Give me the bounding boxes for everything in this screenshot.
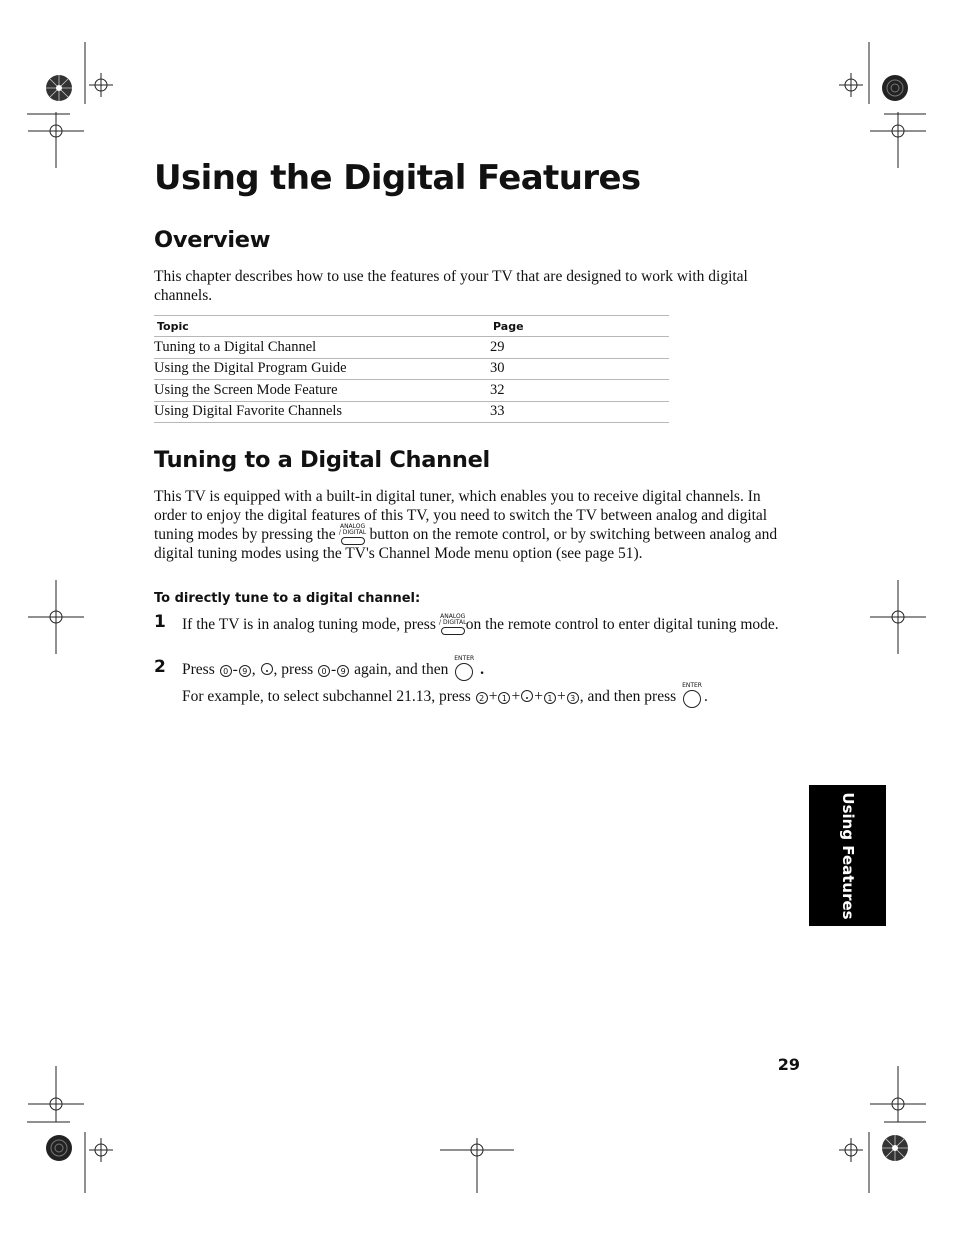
analog-digital-button-icon: [338, 523, 367, 544]
page-column-header: Page: [490, 316, 669, 337]
crosshair-mark-bottom-left: [89, 1138, 113, 1162]
direct-tune-subheading: To directly tune to a digital channel:: [154, 591, 421, 606]
digit-3-button-icon: 3: [567, 692, 579, 704]
analog-label: ANALOG: [339, 523, 366, 531]
analog-label: ANALOG: [440, 613, 466, 621]
table-row: [154, 380, 669, 402]
dot-button-icon: [261, 663, 273, 675]
digit-1-button-icon: 1: [498, 692, 510, 704]
color-target-top-right: [882, 75, 908, 101]
tuning-paragraph-part1: This TV is equipped with a built-in digital tuner, which enables you to receive digital channels. In order to enjoy the digital features of this TV, you need to switch the TV between analog and digital tuning modes by pressing the: [154, 488, 768, 543]
topic-table-header: [154, 316, 669, 337]
table-row: [154, 358, 669, 380]
page-cell: 29: [490, 337, 669, 359]
table-row: [154, 401, 669, 423]
plus-sign: +: [511, 688, 521, 705]
color-target-top-left: [46, 75, 72, 101]
crosshair-mark-bottom-center: [440, 1138, 514, 1193]
enter-button-icon: [452, 655, 476, 680]
digital-label: / DIGITAL: [439, 619, 467, 627]
tuning-paragraph-part2: button on the remote control, or by switching between analog and digital tuning modes using the TV's Channel Mode menu option (see page 51).: [154, 526, 778, 563]
step-1-number: 1: [154, 612, 166, 632]
color-target-bottom-right: [882, 1135, 908, 1161]
dot-button-icon: [521, 690, 533, 702]
example-period: .: [704, 688, 708, 705]
table-row: [154, 337, 669, 359]
page-cell: 30: [490, 358, 669, 380]
crosshair-mark-top-right: [839, 73, 863, 97]
step-1-part1: If the TV is in analog tuning mode, press: [182, 616, 436, 633]
topic-cell: Using the Screen Mode Feature: [154, 380, 490, 402]
color-target-bottom-left: [46, 1135, 72, 1161]
digit-0-button-icon: 0: [318, 665, 330, 677]
step-2-again: again, and then: [354, 661, 449, 678]
digit-9-button-icon: 9: [239, 665, 251, 677]
step-2-example: [182, 682, 802, 707]
step-2-comma: ,: [251, 661, 256, 678]
step-1-part2: on the remote control to enter digital tuning mode.: [465, 616, 779, 633]
enter-label: ENTER: [454, 655, 475, 663]
step-2-text: [182, 655, 802, 680]
analog-digital-button-icon: [439, 613, 467, 634]
plus-sign: +: [534, 688, 543, 705]
enter-button-icon: [680, 682, 704, 707]
page-title: Using the Digital Features: [154, 158, 641, 198]
enter-label: ENTER: [682, 682, 702, 690]
digital-label: / DIGITAL: [338, 529, 367, 537]
crosshair-mark-right-middle: [870, 580, 926, 654]
step-2-press: Press: [182, 661, 215, 678]
digit-9-button-icon: 9: [337, 665, 349, 677]
example-part1: For example, to select subchannel 21.13, press: [182, 688, 471, 705]
crosshair-mark-right-lower: [870, 1066, 926, 1122]
plus-sign: +: [488, 688, 498, 705]
topic-column-header: Topic: [154, 316, 490, 337]
page-cell: 32: [490, 380, 669, 402]
crosshair-mark-right-upper: [870, 112, 926, 168]
digit-1-button-icon: 1: [544, 692, 556, 704]
crosshair-mark-top-left: [89, 73, 113, 97]
topic-cell: Using Digital Favorite Channels: [154, 401, 490, 423]
step-2-number: 2: [154, 657, 166, 677]
topic-table: [154, 315, 669, 423]
plus-sign: +: [556, 688, 566, 705]
crosshair-mark-left-middle: [28, 580, 84, 654]
topic-cell: Using the Digital Program Guide: [154, 358, 490, 380]
side-tab-label: Using Features: [838, 791, 857, 920]
overview-intro: This chapter describes how to use the features of your TV that are designed to work with digital channels.: [154, 268, 748, 304]
crosshair-mark-left-upper: [28, 112, 84, 168]
step-2-dash: -: [331, 661, 337, 678]
step-1-text: [182, 615, 802, 634]
step-2-press-again: , press: [273, 661, 314, 678]
step-2-dash: -: [232, 661, 238, 678]
side-tab: [809, 785, 886, 926]
crosshair-mark-left-lower: [28, 1066, 84, 1122]
digit-0-button-icon: 0: [220, 665, 232, 677]
digit-2-button-icon: 2: [476, 692, 488, 704]
topic-cell: Tuning to a Digital Channel: [154, 337, 490, 359]
step-2-period: .: [480, 661, 484, 678]
overview-heading: Overview: [154, 227, 271, 253]
example-part2: , and then press: [579, 688, 677, 705]
page-cell: 33: [490, 401, 669, 423]
page-number: 29: [777, 1055, 800, 1074]
crosshair-mark-bottom-right: [839, 1138, 863, 1162]
tuning-heading: Tuning to a Digital Channel: [154, 447, 490, 473]
tuning-paragraph: [154, 487, 794, 563]
